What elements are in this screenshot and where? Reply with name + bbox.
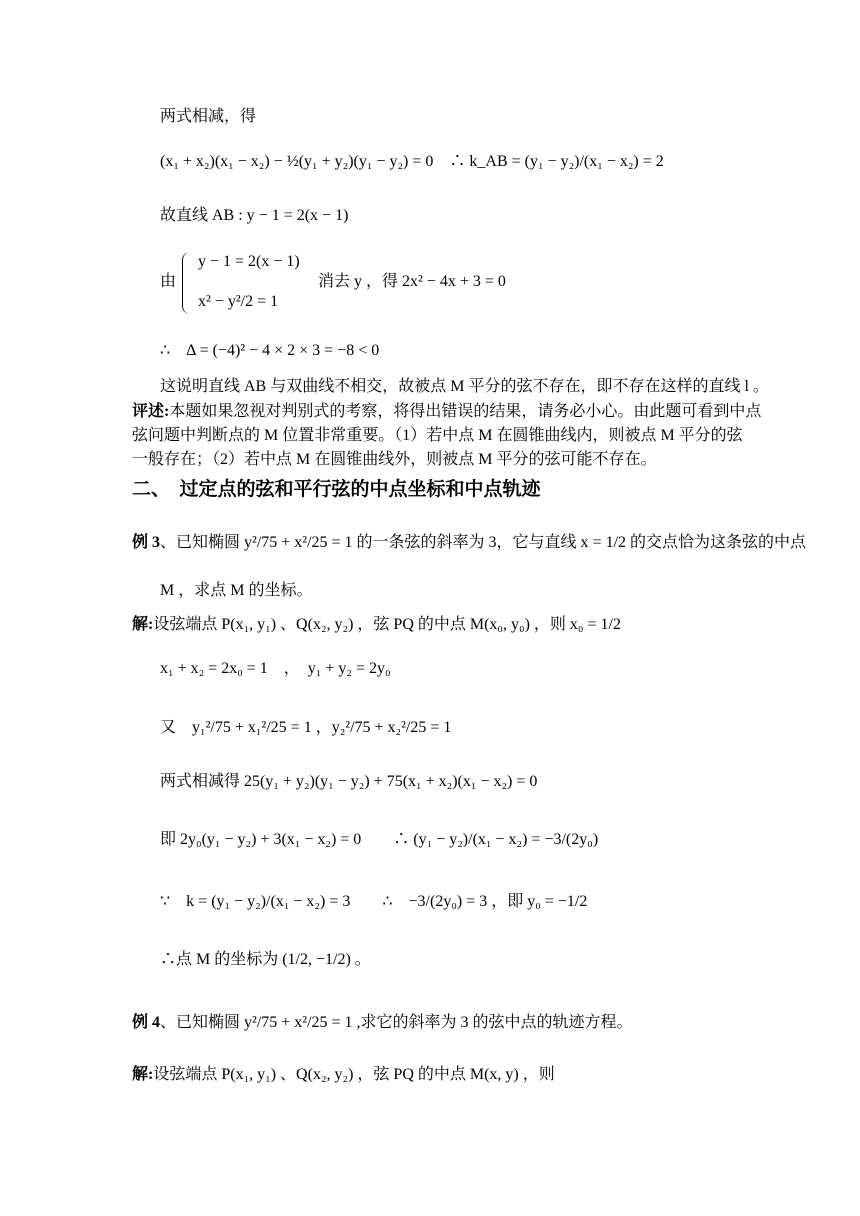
- system-result: 消去 y ，得 2x² − 4x + 3 = 0: [318, 273, 506, 290]
- comment-text: 本题如果忽视对判别式的考察，将得出错误的结果，请务必小心。由此题可看到中点: [169, 403, 762, 420]
- solution-line: ∵ k = (y₁ − y₂)/(x₁ − x₂) = 3 ∴ −3/(2y₀) = 3 ，即 y₀ = −1/2: [160, 893, 588, 910]
- solution-line: [132, 615, 621, 635]
- solution-line: ∴点 M 的坐标为 (1/2, −1/2) 。: [160, 951, 371, 968]
- paragraph-line: 弦问题中判断点的 M 位置非常重要。（1）若中点 M 在圆锥曲线内，则被点 M 平分的弦: [132, 427, 743, 444]
- solution-text: 设弦端点 P(x₁, y₁) 、Q(x₂, y₂) ，弦 PQ 的中点 M(x₀, y₀) ，则 x₀ = 1/2: [153, 616, 621, 633]
- system-equation-2: x² − y²/2 = 1: [198, 293, 279, 310]
- example-text: 、已知椭圆 y²/75 + x²/25 = 1 ,求它的斜率为 3 的弦中点的轨迹方程。: [160, 1014, 633, 1031]
- example-continuation: M ，求点 M 的坐标。: [160, 582, 313, 599]
- solution-label: 解:: [132, 1066, 154, 1083]
- example-text: 、已知椭圆 y²/75 + x²/25 = 1 的一条弦的斜率为 3，它与直线 x = 1/2 的交点恰为这条弦的中点: [160, 534, 807, 551]
- text-line: 两式相减，得: [160, 108, 257, 125]
- equation-line: [160, 140, 664, 184]
- solution-line: 又 y₁²/75 + x₁²/25 = 1 ，y₂²/75 + x₂²/25 = 1: [160, 719, 452, 736]
- example-3: [132, 533, 806, 553]
- system-equation-1: y − 1 = 2(x − 1): [198, 253, 300, 270]
- paragraph-line: 这说明直线 AB 与双曲线不相交，故被点 M 平分的弦不存在，即不存在这样的直线 l 。: [160, 378, 769, 395]
- discriminant-line: ∴ Δ = (−4)² − 4 × 2 × 3 = −8 < 0: [160, 342, 380, 359]
- system-prefix: 由: [160, 273, 177, 290]
- solution-line: [132, 1065, 555, 1085]
- example-label: 例 4: [132, 1014, 161, 1031]
- example-4: [132, 1013, 633, 1033]
- solution-line: 两式相减得 25(y₁ + y₂)(y₁ − y₂) + 75(x₁ + x₂)(x₁ − x₂) = 0: [160, 773, 538, 790]
- brace-icon: [182, 252, 191, 314]
- text-line: 故直线 AB : y − 1 = 2(x − 1): [160, 207, 349, 224]
- paragraph-line: [132, 402, 761, 422]
- solution-line: x₁ + x₂ = 2x₀ = 1 ， y₁ + y₂ = 2y₀: [160, 660, 391, 677]
- comment-label: 评述:: [132, 403, 170, 420]
- example-label: 例 3: [132, 534, 161, 551]
- solution-text: 设弦端点 P(x₁, y₁) 、Q(x₂, y₂) ，弦 PQ 的中点 M(x, y) ，则: [153, 1066, 555, 1083]
- paragraph-line: 一般存在；（2）若中点 M 在圆锥曲线外，则被点 M 平分的弦可能不存在。: [132, 451, 657, 468]
- solution-line: 即 2y₀(y₁ − y₂) + 3(x₁ − x₂) = 0 ∴ (y₁ − y₂)/(x₁ − x₂) = −3/(2y₀): [160, 831, 599, 848]
- section-heading: 二、 过定点的弦和平行弦的中点坐标和中点轨迹: [132, 478, 541, 500]
- equation-text: (x₁ + x₂)(x₁ − x₂) − ½(y₁ + y₂)(y₁ − y₂) = 0 ∴ k_AB = (y₁ − y₂)/(x₁ − x₂) = 2: [160, 153, 664, 170]
- solution-label: 解:: [132, 616, 154, 633]
